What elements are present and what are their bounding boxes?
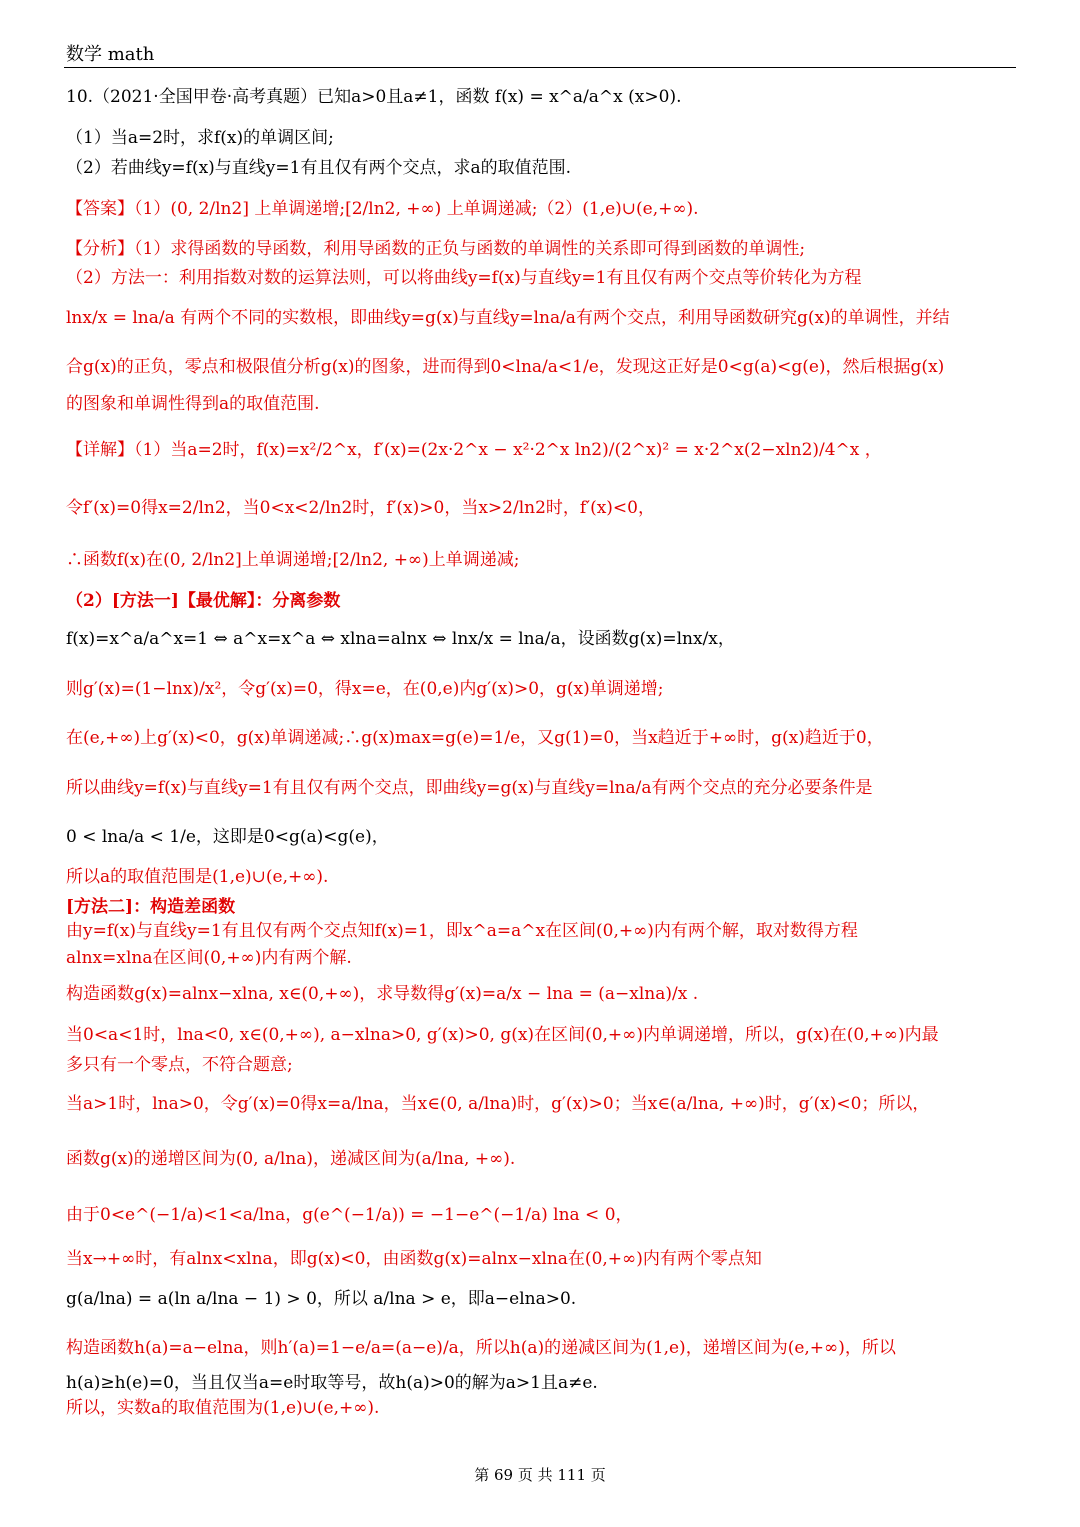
line-method2-9: 当x→+∞时，有alnx<xlna，即g(x)<0，由函数g(x)=alnx−xlna在(0,+∞)内有两个零点知 [66, 1249, 762, 1269]
line-method1-2: 则g′(x)=(1−lnx)/x²，令g′(x)=0，得x=e，在(0,e)内g′(x)>0，g(x)单调递增; [66, 679, 664, 699]
line-method1-5: 0 < lna/a < 1/e，这即是0<g(a)<g(e)， [66, 827, 389, 847]
line-method2-3: 构造函数g(x)=alnx−xlna, x∈(0,+∞)，求导数得g′(x)=a/x − lna = (a−xlna)/x . [66, 984, 699, 1004]
line-method2-13: 所以，实数a的取值范围为(1,e)∪(e,+∞). [66, 1398, 380, 1418]
page-footer: 第 69 页 共 111 页 [474, 1466, 606, 1484]
line-method2-10: g(a/lna) = a(ln a/lna − 1) > 0，所以 a/lna > e，即a−elna>0. [66, 1289, 577, 1309]
line-method2-8: 由于0<e^(−1/a)<1<a/lna，g(e^(−1/a)) = −1−e^(−1/a) lna < 0， [66, 1205, 633, 1225]
line-method1-1: f(x)=x^a/a^x=1 ⇔ a^x=x^a ⇔ xlna=alnx ⇔ lnx/x = lna/a，设函数g(x)=lnx/x， [66, 629, 735, 649]
line-q-part1: （1）当a=2时，求f(x)的单调区间; [66, 128, 334, 148]
line-method2-11: 构造函数h(a)=a−elna，则h′(a)=1−e/a=(a−e)/a，所以h(a)的递减区间为(1,e)，递增区间为(e,+∞)，所以 [66, 1338, 896, 1358]
line-method2-4: 当0<a<1时，lna<0, x∈(0,+∞), a−xlna>0, g′(x)>0, g(x)在区间(0,+∞)内单调递增，所以，g(x)在(0,+∞)内最 [66, 1025, 939, 1045]
line-detail-2: 令f′(x)=0得x=2/ln2，当0<x<2/ln2时，f′(x)>0，当x>2/ln2时，f′(x)<0， [66, 498, 655, 518]
line-analysis-3: lnx/x = lna/a 有两个不同的实数根，即曲线y=g(x)与直线y=lna/a有两个交点，利用导函数研究g(x)的单调性，并结 [66, 308, 950, 328]
line-method2-7: 函数g(x)的递增区间为(0, a/lna)，递减区间为(a/lna, +∞). [66, 1149, 516, 1169]
line-analysis-5: 的图象和单调性得到a的取值范围. [66, 394, 320, 414]
line-method2-2: alnx=xlna在区间(0,+∞)内有两个解. [66, 948, 352, 968]
header-divider [64, 67, 1016, 68]
line-method1-4: 所以曲线y=f(x)与直线y=1有且仅有两个交点，即曲线y=g(x)与直线y=lna/a有两个交点的充分必要条件是 [66, 778, 873, 798]
line-analysis-2: （2）方法一：利用指数对数的运算法则，可以将曲线y=f(x)与直线y=1有且仅有两个交点等价转化为方程 [66, 268, 862, 288]
line-method1-6: 所以a的取值范围是(1,e)∪(e,+∞). [66, 867, 329, 887]
line-method1-3: 在(e,+∞)上g′(x)<0，g(x)单调递减;∴g(x)max=g(e)=1/e，又g(1)=0，当x趋近于+∞时，g(x)趋近于0， [66, 728, 884, 748]
line-q-part2: （2）若曲线y=f(x)与直线y=1有且仅有两个交点，求a的取值范围. [66, 158, 572, 178]
line-method2-title: [方法二]：构造差函数 [66, 897, 236, 917]
line-analysis-1: 【分析】（1）求得函数的导函数，利用导函数的正负与函数的单调性的关系即可得到函数的单调性; [66, 239, 806, 259]
line-method1-title: （2）[方法一]【最优解】：分离参数 [66, 591, 341, 611]
line-method2-6: 当a>1时，lna>0，令g′(x)=0得x=a/lna，当x∈(0, a/lna)时，g′(x)>0；当x∈(a/lna, +∞)时，g′(x)<0；所以， [66, 1094, 930, 1114]
line-method2-1: 由y=f(x)与直线y=1有且仅有两个交点知f(x)=1，即x^a=a^x在区间(0,+∞)内有两个解，取对数得方程 [66, 921, 858, 941]
line-method2-5: 多只有一个零点，不符合题意; [66, 1055, 293, 1075]
line-method2-12: h(a)≥h(e)=0，当且仅当a=e时取等号，故h(a)>0的解为a>1且a≠e. [66, 1373, 598, 1393]
header-title: 数学 math [66, 44, 155, 65]
line-answer: 【答案】（1）(0, 2/ln2] 上单调递增;[2/ln2, +∞) 上单调递减;（2）(1,e)∪(e,+∞). [66, 199, 699, 219]
line-q-title: 10.（2021·全国甲卷·高考真题）已知a>0且a≠1，函数 f(x) = x^a/a^x (x>0). [66, 87, 682, 107]
line-detail-1: 【详解】（1）当a=2时，f(x)=x²/2^x，f′(x)=(2x·2^x − x²·2^x ln2)/(2^x)² = x·2^x(2−xln2)/4^x ， [66, 440, 882, 460]
line-detail-3: ∴函数f(x)在(0, 2/ln2]上单调递增;[2/ln2, +∞)上单调递减; [66, 550, 520, 570]
line-analysis-4: 合g(x)的正负，零点和极限值分析g(x)的图象，进而得到0<lna/a<1/e，发现这正好是0<g(a)<g(e)，然后根据g(x) [66, 357, 945, 377]
